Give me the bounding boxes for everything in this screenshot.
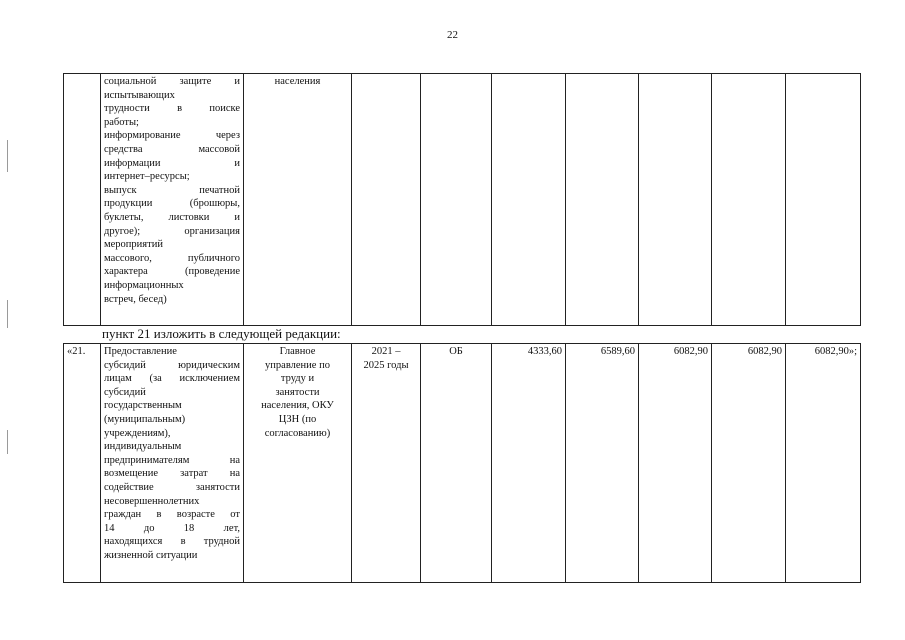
source-cell bbox=[421, 74, 492, 326]
description-line: несовершеннолетних bbox=[104, 495, 200, 507]
value-cell bbox=[639, 344, 712, 583]
executor-line: населения, ОКУ bbox=[261, 400, 334, 412]
funding-source-cell bbox=[421, 344, 492, 583]
description-line: продукции (брошюры, bbox=[104, 198, 240, 210]
value-text: 6082,90 bbox=[747, 346, 782, 357]
description-line: возмещение затрат на bbox=[104, 468, 240, 480]
value-text: 6082,90 bbox=[673, 346, 708, 357]
description-line: находящихся в трудной bbox=[104, 536, 240, 548]
page-number: 22 bbox=[447, 29, 458, 41]
value-cell bbox=[786, 74, 861, 326]
description-line: информационных bbox=[104, 279, 184, 291]
description-line: мероприятий bbox=[104, 239, 163, 251]
description-line: буклеты, листовки и bbox=[104, 211, 240, 223]
value-cell bbox=[492, 74, 566, 326]
value-cell bbox=[712, 344, 786, 583]
executor-line: ЦЗН (по bbox=[278, 413, 317, 425]
description-line: предпринимателям на bbox=[104, 454, 240, 466]
description-line: работы; bbox=[104, 116, 139, 128]
description-line: граждан в возрасте от bbox=[104, 509, 240, 521]
description-line: интернет–ресурсы; bbox=[104, 171, 190, 183]
description-line: Предоставление bbox=[104, 346, 177, 357]
value-text: 4333,60 bbox=[527, 346, 562, 357]
term-cell bbox=[352, 74, 421, 326]
executor-cell bbox=[244, 344, 352, 583]
description-line: встреч, бесед) bbox=[104, 293, 167, 305]
description-line: 14 до 18 лет, bbox=[104, 522, 240, 534]
executor-cell bbox=[244, 74, 352, 326]
description-line: информирование через bbox=[104, 130, 240, 142]
value-cell bbox=[639, 74, 712, 326]
value-cell bbox=[492, 344, 566, 583]
measures-table-item-21 bbox=[63, 343, 861, 583]
description-line: жизненной ситуации bbox=[104, 549, 198, 561]
description-line: массового, публичного bbox=[104, 252, 240, 264]
executor-line: занятости bbox=[275, 386, 320, 398]
measures-table-continuation bbox=[63, 73, 861, 326]
description-line: содействие занятости bbox=[104, 481, 240, 493]
executor-line: труду и bbox=[280, 373, 315, 385]
number-cell bbox=[64, 74, 101, 326]
executor-line: Главное bbox=[279, 346, 316, 357]
description-line: социальной защите и bbox=[104, 76, 240, 87]
item-number-cell bbox=[64, 344, 101, 583]
scan-edge-line bbox=[7, 300, 8, 328]
executor-line: управление по bbox=[265, 359, 330, 371]
description-line: другое); организация bbox=[104, 225, 240, 237]
executor-text: населения bbox=[274, 76, 321, 87]
description-cell bbox=[101, 74, 244, 326]
description-cell bbox=[101, 344, 244, 583]
value-cell bbox=[712, 74, 786, 326]
table-row bbox=[64, 74, 861, 326]
term-line: 2021 – bbox=[371, 346, 401, 357]
term-cell bbox=[352, 344, 421, 583]
scan-edge-line bbox=[7, 430, 8, 454]
item-number: «21. bbox=[67, 346, 86, 357]
description-line: учреждениям), bbox=[104, 427, 171, 439]
description-line: испытывающих bbox=[104, 89, 175, 101]
funding-source: ОБ bbox=[449, 346, 463, 357]
description-line: лицам (за исключением bbox=[104, 373, 240, 385]
term-line: 2025 годы bbox=[363, 359, 409, 371]
description-line: средства массовой bbox=[104, 143, 240, 155]
value-cell bbox=[786, 344, 861, 583]
value-text: 6082,90»; bbox=[814, 346, 857, 357]
description-line: государственным bbox=[104, 400, 182, 412]
amendment-instruction: пункт 21 изложить в следующей редакции: bbox=[102, 326, 341, 341]
table-row bbox=[64, 344, 861, 583]
description-line: субсидий юридическим bbox=[104, 359, 240, 371]
value-cell bbox=[566, 344, 639, 583]
description-line: индивидуальным bbox=[104, 441, 182, 453]
description-line: трудности в поиске bbox=[104, 103, 240, 115]
description-line: (муниципальным) bbox=[104, 413, 186, 425]
description-line: выпуск печатной bbox=[104, 184, 240, 196]
value-cell bbox=[566, 74, 639, 326]
value-text: 6589,60 bbox=[600, 346, 635, 357]
description-line: субсидий bbox=[104, 386, 146, 398]
description-line: характера (проведение bbox=[104, 266, 240, 278]
scan-edge-line bbox=[7, 140, 8, 172]
description-line: информации и bbox=[104, 157, 240, 169]
executor-line: согласованию) bbox=[264, 427, 331, 439]
